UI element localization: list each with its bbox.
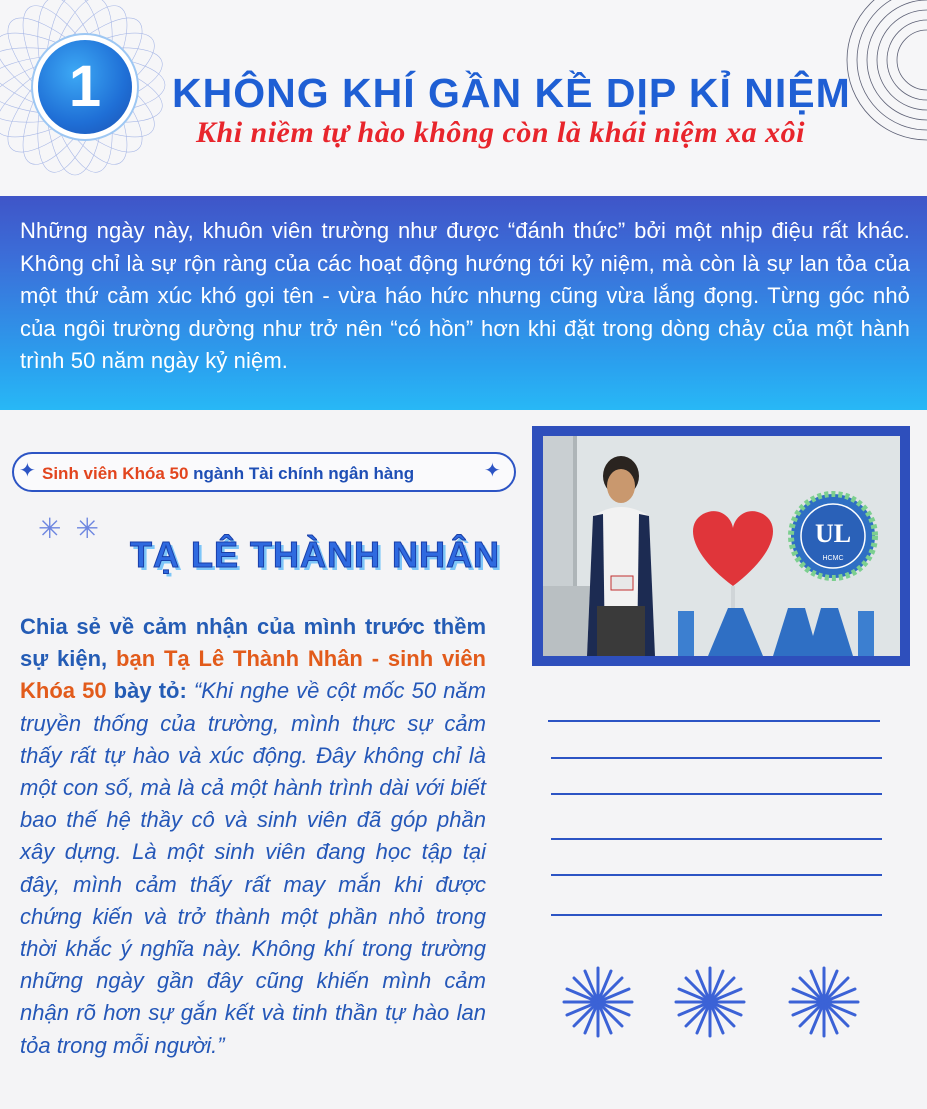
section-number-badge: 1 bbox=[38, 40, 132, 134]
quote-speaker: bạn Tạ Lê Thành Nhân - sinh viên Khóa 50 bbox=[20, 646, 487, 704]
ruled-line bbox=[548, 720, 880, 722]
student-name: TẠ LÊ THÀNH NHÂN bbox=[130, 534, 500, 575]
starburst-icon bbox=[674, 966, 746, 1038]
quote-paragraph bbox=[20, 611, 486, 1062]
sparkle-icon: ✦ bbox=[484, 460, 501, 482]
svg-text:UL: UL bbox=[814, 519, 852, 548]
student-major: ngành Tài chính ngân hàng bbox=[188, 464, 415, 483]
ruled-line bbox=[551, 874, 882, 876]
ruled-line bbox=[551, 793, 882, 795]
section-title: KHÔNG KHÍ GẦN KỀ DỊP KỈ NIỆM bbox=[172, 70, 851, 116]
header bbox=[0, 0, 927, 196]
ruled-line bbox=[551, 838, 882, 840]
ruled-line bbox=[551, 757, 882, 759]
starburst-icon bbox=[788, 966, 860, 1038]
ruled-line bbox=[551, 914, 882, 916]
student-tag-label bbox=[42, 464, 414, 484]
section-subtitle: Khi niềm tự hào không còn là khái niệm xa xôi bbox=[196, 116, 805, 149]
starburst-icon bbox=[562, 966, 634, 1038]
twinkle-stars-decoration: ✳✳ bbox=[38, 513, 113, 544]
sparkle-icon: ✦ bbox=[19, 460, 36, 482]
photo-illustration bbox=[543, 436, 900, 656]
intro-paragraph: Những ngày này, khuôn viên trường như được “đánh thức” bởi một nhịp điệu rất khác. Không chỉ là sự rộn ràng của các hoạt động hướng tới kỷ niệm, mà còn là sự lan tỏa của một thứ cảm xúc khó gọi tên - vừa háo hức nhưng cũng vừa lắng đọng. Từng góc nhỏ của ngôi trường dường như trở nên “có hồn” hơn khi đặt trong dòng chảy của một hành trình 50 năm ngày kỷ niệm. bbox=[20, 218, 910, 373]
logo-text: HCMC bbox=[822, 555, 844, 562]
quote-verb: bày tỏ: bbox=[106, 678, 194, 704]
quote-text: “Khi nghe về cột mốc 50 năm truyền thống của trường, mình thực sự cảm thấy rất tự hào và xúc động. Đây không chỉ là một con số, mà là cả một hành trình dài với biết bao thế hệ thầy cô và sinh viên đã góp phần xây dựng. Là một sinh viên đang học tập tại đây, mình cảm thấy rất may mắn khi được chứng kiến và trở thành một phần nhỏ trong thời khắc ý nghĩa này. Không khí trong trường những ngày gần đây cũng khiến mình cảm nhận rõ hơn sự gắn kết và tinh thần tự hào lan tỏa trong mỗi người.” bbox=[20, 678, 486, 1058]
student-photo bbox=[543, 436, 900, 656]
student-cohort: Sinh viên Khóa 50 bbox=[42, 464, 189, 483]
quote-lead: Chia sẻ về cảm nhận của mình trước thềm sự kiện, bbox=[20, 614, 486, 672]
